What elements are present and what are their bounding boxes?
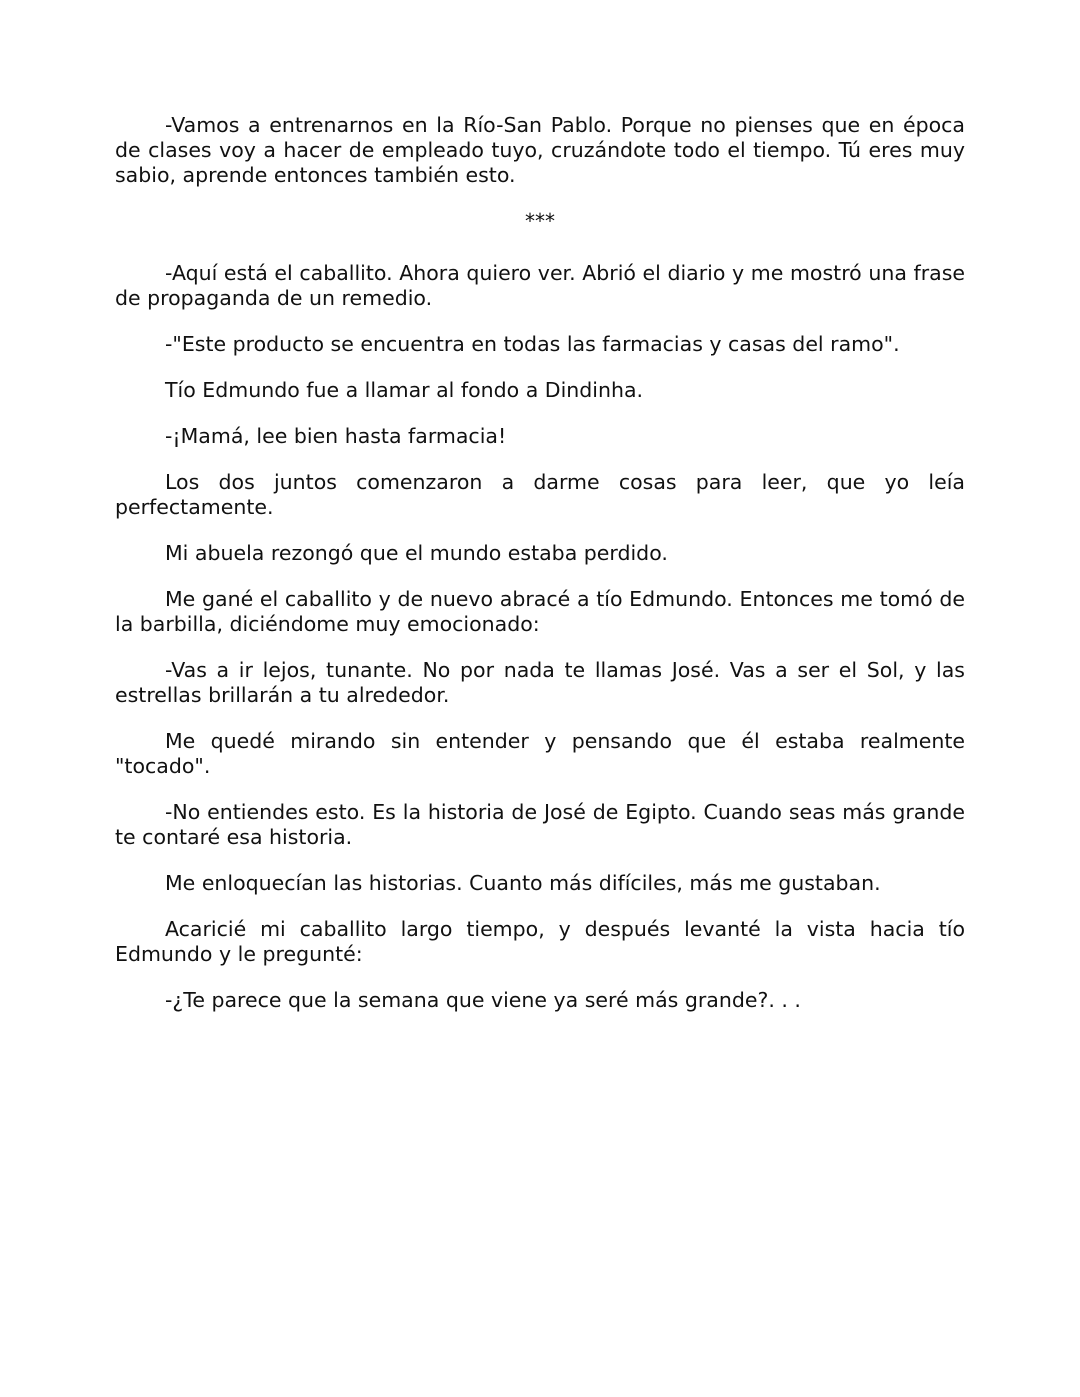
paragraph: Me quedé mirando sin entender y pensando que él estaba realmente "tocado". <box>115 729 965 778</box>
paragraph: Los dos juntos comenzaron a darme cosas para leer, que yo leía perfectamente. <box>115 470 965 519</box>
paragraph: -No entiendes esto. Es la historia de José de Egipto. Cuando seas más grande te contaré esa historia. <box>115 800 965 849</box>
paragraph: Mi abuela rezongó que el mundo estaba perdido. <box>165 541 668 565</box>
paragraph: Acaricié mi caballito largo tiempo, y después levanté la vista hacia tío Edmundo y le pregunté: <box>115 917 965 966</box>
paragraph: Tío Edmundo fue a llamar al fondo a Dindinha. <box>165 378 644 402</box>
paragraph: -¡Mamá, lee bien hasta farmacia! <box>165 424 507 448</box>
paragraph: -Vamos a entrenarnos en la Río-San Pablo. Porque no pienses que en época de clases voy a hacer de empleado tuyo, cruzándote todo el tiempo. Tú eres muy sabio, aprende entonces también esto. <box>115 113 965 187</box>
paragraph: -Aquí está el caballito. Ahora quiero ver. Abrió el diario y me mostró una frase de propaganda de un remedio. <box>115 261 965 310</box>
paragraph: -Vas a ir lejos, tunante. No por nada te llamas José. Vas a ser el Sol, y las estrellas brillarán a tu alrededor. <box>115 658 965 707</box>
paragraph: Me enloquecían las historias. Cuanto más difíciles, más me gustaban. <box>165 871 881 895</box>
paragraph: -¿Te parece que la semana que viene ya seré más grande?. . . <box>165 988 801 1012</box>
paragraph: -"Este producto se encuentra en todas las farmacias y casas del ramo". <box>165 332 900 356</box>
paragraph: Me gané el caballito y de nuevo abracé a tío Edmundo. Entonces me tomó de la barbilla, diciéndome muy emocionado: <box>115 587 965 636</box>
section-separator: *** <box>525 209 555 233</box>
document-page <box>115 113 965 1034</box>
